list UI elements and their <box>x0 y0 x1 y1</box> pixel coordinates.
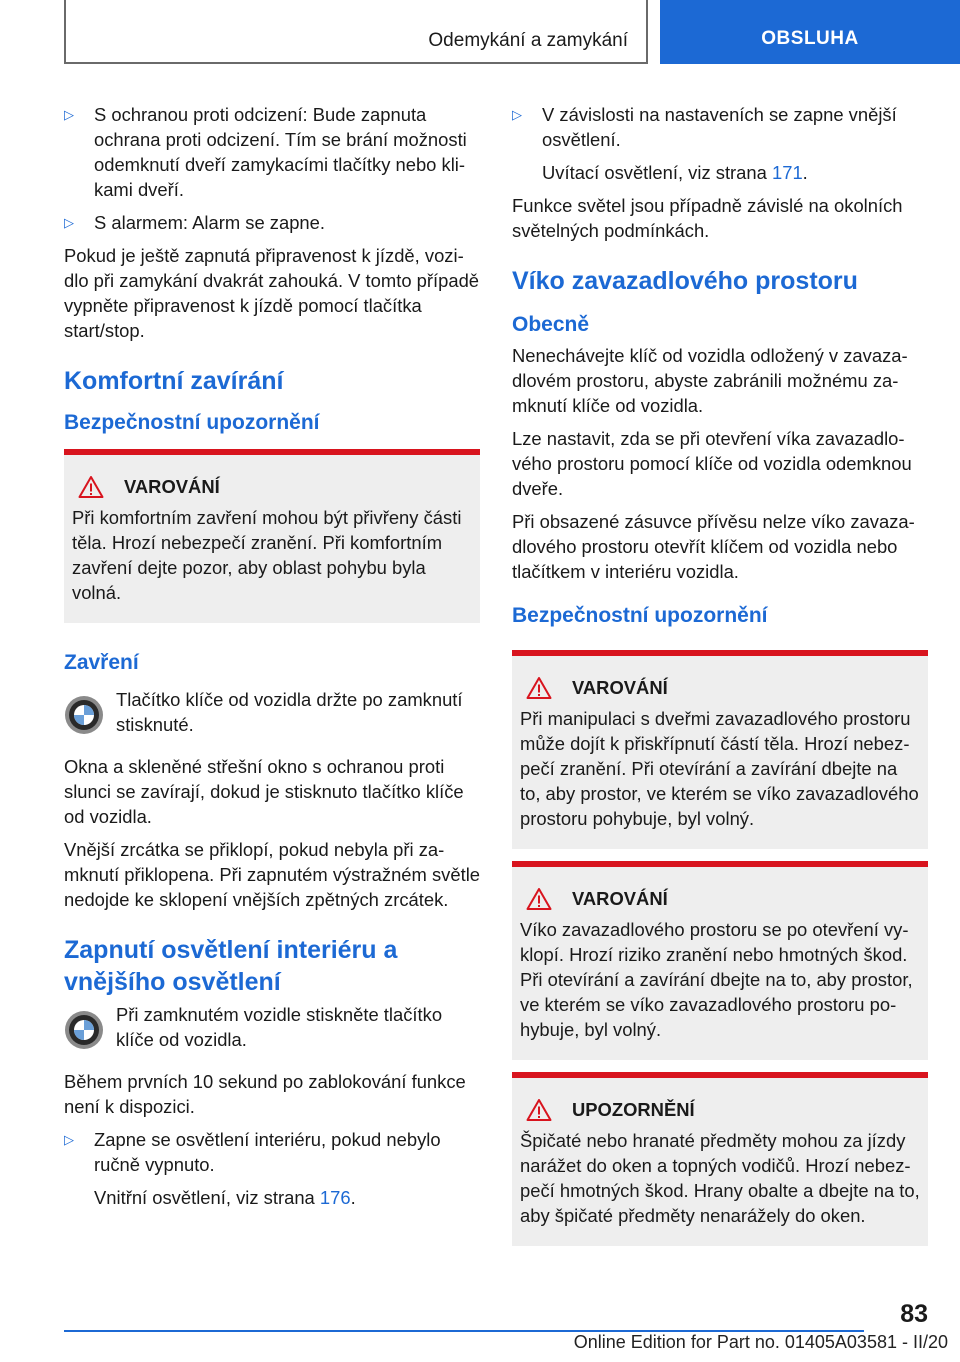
key-instruction: Tlačítko klíče od vozidla držte po zamknutí stisknuté. <box>64 687 480 740</box>
list-item: ▷ S alarmem: Alarm se zapne. <box>64 212 325 233</box>
paragraph: Nenechávejte klíč od vozidla odložený v zavazadlovém prostoru, abyste zabránili možnému zamknutí klíče od vozidla. <box>512 345 908 416</box>
header-tab[interactable] <box>660 0 960 64</box>
bullet-triangle-icon: ▷ <box>64 215 74 230</box>
paragraph: Pokud je ještě zapnutá připravenost k jízdě, vozidlo při zamykání dvakrát zahouká. V tomto případě vypněte připravenost k jízdě pomocí tlačítka start/stop. <box>64 245 480 341</box>
list-item: ▷ S ochranou proti odcizení: Bude zapnuta ochrana proti odcizení. Tím se brání možnosti odemknutí dveří zamykacími tlačítky nebo klikami dveří. <box>64 104 467 200</box>
bullet-triangle-icon: ▷ <box>512 107 522 122</box>
bmw-key-icon <box>64 687 116 740</box>
notice-box <box>512 1072 928 1246</box>
heading-trunk-lid: Víko zavazadlového prostoru <box>512 267 858 295</box>
header-section-title: Odemykání a zamykání <box>428 30 628 51</box>
key-instruction: Při zamknutém vozidle stiskněte tlačítko klíče od vozidla. <box>64 1002 480 1055</box>
paragraph: Vnější zrcátka se přiklopí, pokud nebyla při zamknutí přiklopena. Při zapnutém výstražném světle nedojde ke sklopení vnějších zpětných zrcátek. <box>64 839 481 910</box>
warning-title: VAROVÁNÍ <box>124 476 220 497</box>
list-item: ▷ Zapne se osvětlení interiéru, pokud nebylo ručně vypnuto. <box>64 1129 441 1175</box>
heading-safety-notes: Bezpečnostní upozornění <box>64 411 320 434</box>
warning-text: Víko zavazadlového prostoru se po otevření vyklopí. Hrozí riziko zranění nebo hmotných škod. Při otevírání a zavírání dbejte na to, aby prostor, ve kterém se víko zavazadlového prostoru pohybuje, byl volný. <box>520 919 913 1040</box>
warning-triangle-icon <box>526 676 552 700</box>
warning-triangle-icon <box>526 1098 552 1122</box>
paragraph: Při obsazené zásuvce přívěsu nelze víko zavazadlového prostoru otevřít klíčem od vozidla nebo tlačítkem v interiéru vozidla. <box>512 511 915 582</box>
page-link[interactable]: 171 <box>771 162 803 183</box>
header-section-box <box>64 0 648 64</box>
header-tab-label: OBSLUHA <box>761 28 859 49</box>
warning-box <box>64 449 480 623</box>
heading-safety-notes: Bezpečnostní upozornění <box>512 604 768 627</box>
list-item: ▷ V závislosti na nastaveních se zapne vnější osvětlení. <box>512 104 897 150</box>
page-number: 83 <box>900 1300 928 1328</box>
bmw-key-icon <box>64 1002 116 1055</box>
heading-closing: Zavření <box>64 651 139 674</box>
heading-lighting: Zapnutí osvětlení interiéru a vnějšího osvětlení <box>64 936 398 996</box>
heading-comfort-closing: Komfortní zavírání <box>64 367 284 395</box>
notice-title: UPOZORNĚNÍ <box>572 1099 695 1120</box>
warning-title: VAROVÁNÍ <box>572 888 668 909</box>
page-reference: Uvítací osvětlení, viz strana 171. <box>542 162 808 183</box>
warning-title: VAROVÁNÍ <box>572 677 668 698</box>
bullet-triangle-icon: ▷ <box>64 107 74 122</box>
page-link[interactable]: 176 <box>319 1187 351 1208</box>
right-column <box>512 102 928 1258</box>
warning-triangle-icon <box>526 887 552 911</box>
warning-box <box>512 861 928 1060</box>
warning-triangle-icon <box>78 475 104 499</box>
heading-general: Obecně <box>512 313 590 336</box>
left-column <box>64 102 480 1218</box>
warning-text: Při komfortním zavření mohou být přivřeny části těla. Hrozí nebezpečí zranění. Při komfortním zavření dejte pozor, aby oblast pohybu byla volná. <box>72 507 462 603</box>
warning-box <box>512 650 928 849</box>
paragraph: Během prvních 10 sekund po zablokování funkce není k dispozici. <box>64 1071 466 1117</box>
notice-text: Špičaté nebo hranaté předměty mohou za jízdy narážet do oken a topných vodičů. Hrozí nebezpečí hmotných škod. Hrany obalte a dbejte na to, aby špičaté předměty nenarážely do oken. <box>520 1130 920 1226</box>
paragraph: Okna a skleněné střešní okno s ochranou proti slunci se zavírají, dokud je stisknuto tlačítko klíče od vozidla. <box>64 756 464 827</box>
paragraph: Lze nastavit, zda se při otevření víka zavazadlového prostoru pomocí klíče od vozidla odemknou dveře. <box>512 428 912 499</box>
bullet-triangle-icon: ▷ <box>64 1132 74 1147</box>
page-reference: Vnitřní osvětlení, viz strana 176. <box>94 1187 356 1208</box>
paragraph: Funkce světel jsou případně závislé na okolních světelných podmínkách. <box>512 195 903 241</box>
warning-text: Při manipulaci s dveřmi zavazadlového prostoru může dojít k přiskřípnutí částí těla. Hrozí nebezpečí zranění. Při otevírání a zavírání dbejte na to, aby prostor, ve kterém se víko zavazadlového prostoru pohybuje, byl volný. <box>520 708 919 829</box>
footer-edition: Online Edition for Part no. 01405A03581 - II/20 <box>573 1332 948 1352</box>
